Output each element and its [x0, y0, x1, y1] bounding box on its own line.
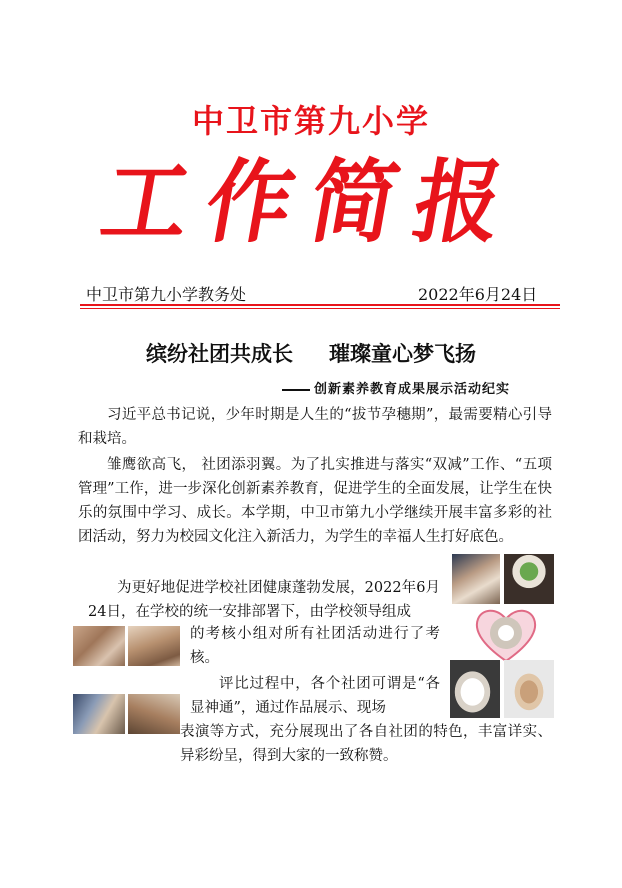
clay-figures-photo: [128, 694, 180, 734]
paragraph-1: 习近平总书记说，少年时期是人生的“拔节孕穗期”，最需要精心引导和栽培。: [78, 407, 552, 447]
school-title: 中卫市第九小学: [191, 102, 430, 140]
department-label: 中卫市第九小学教务处: [86, 285, 247, 304]
article-subtitle: [282, 378, 510, 397]
clay-bowl-photo: [504, 660, 554, 718]
header-divider: [80, 304, 560, 306]
clay-houses-photo: [128, 626, 180, 666]
clay-sculpture-photo: [73, 626, 125, 666]
students-working-photo: [73, 694, 125, 734]
dash-rule: [282, 389, 310, 391]
paragraph-3-continued: 的考核小组对所有社团活动进行了考核。: [190, 626, 440, 666]
headline-left: 缤纷社团共成长: [146, 342, 293, 366]
paragraph-3: 为更好地促进学校社团健康蓬勃发展，2022年6月24日，在学校的统一安排部署下，由学校领导组成: [88, 580, 440, 620]
subtitle-text: 创新素养教育成果展示活动纪实: [314, 382, 511, 397]
ocarina-photo: [450, 660, 500, 718]
paragraph-4-continued: 表演等方式，充分展现出了各自社团的特色，丰富详实、异彩纷呈，得到大家的一致称赞。: [180, 724, 552, 764]
paragraph-2: 雏鹰欲高飞， 社团添羽翼。为了扎实推进与落实“双减”工作、“五项管理”工作，进一步深化创新素养教育，促进学生的全面发展，让学生在快乐的氛围中学习、成长。本学期，中卫市第九小学继续开展丰富多彩的社团活动，努力为校园文化注入新活力，为学生的幸福人生打好底色。: [78, 457, 552, 545]
publication-title: 工作简报: [93, 150, 529, 256]
headline-right: 璀璨童心梦飞扬: [329, 342, 476, 366]
issue-date: 2022年6月24日: [418, 285, 538, 304]
article-headline: [0, 338, 622, 368]
header-divider-thin: [80, 308, 560, 309]
heart-frame-icon: [472, 603, 540, 665]
potted-plant-photo: [504, 554, 554, 604]
paragraph-4: 评比过程中，各个社团可谓是“各显神通”，通过作品展示、现场: [190, 676, 440, 716]
pottery-class-photo: [452, 554, 500, 604]
